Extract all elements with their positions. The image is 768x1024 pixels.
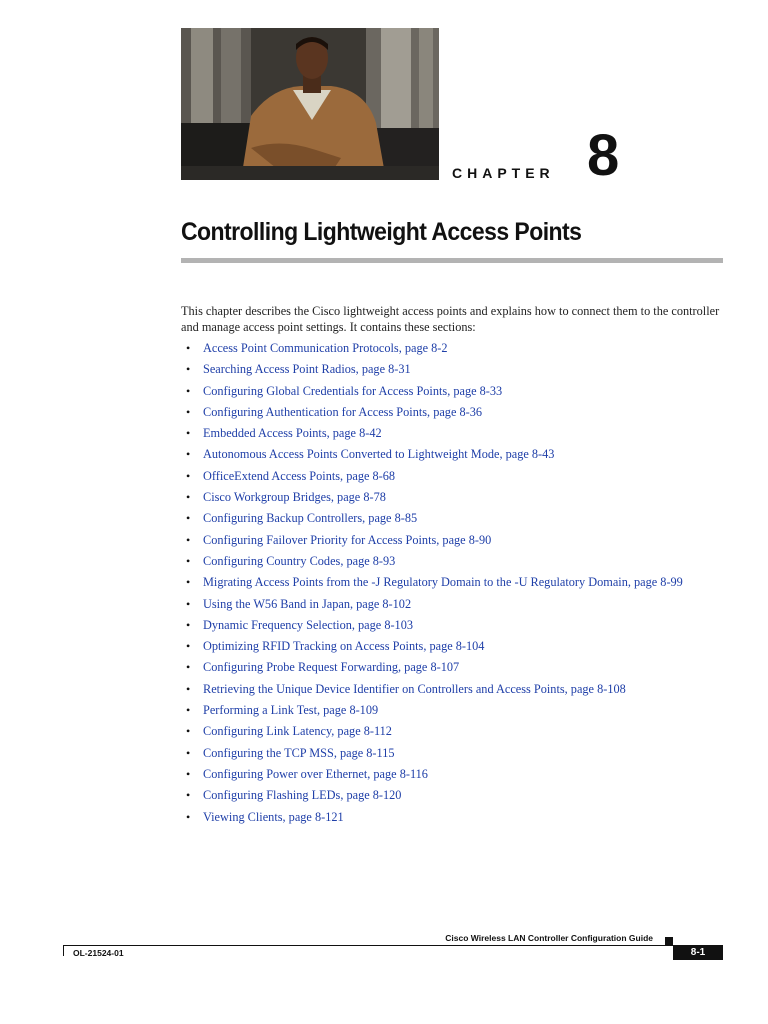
section-link[interactable]: Configuring Global Credentials for Access Points, page 8-33: [203, 383, 503, 398]
bullet-icon: •: [186, 362, 191, 377]
list-item: [181, 702, 741, 723]
section-link[interactable]: Access Point Communication Protocols, page 8-2: [203, 341, 448, 355]
section-link[interactable]: Configuring Backup Controllers, page 8-85: [203, 511, 418, 526]
section-link[interactable]: Configuring Failover Priority for Access Points, page 8-90: [203, 532, 492, 547]
bullet-icon: •: [186, 575, 191, 590]
footer-tick: [63, 945, 64, 956]
chapter-photo: [181, 28, 439, 180]
bullet-icon: •: [186, 511, 191, 526]
list-item: [181, 404, 741, 425]
intro-paragraph: This chapter describes the Cisco lightweight access points and explains how to connect them to the controller and manage access point settings. It contains these sections:: [181, 304, 720, 334]
bullet-icon: •: [186, 809, 191, 824]
list-item: [181, 468, 741, 489]
bullet-icon: •: [186, 788, 191, 803]
list-item: [181, 787, 741, 808]
bullet-icon: •: [186, 426, 191, 441]
section-link[interactable]: OfficeExtend Access Points, page 8-68: [203, 468, 396, 483]
footer-guide-title: Cisco Wireless LAN Controller Configuration Guide: [445, 933, 653, 943]
section-link[interactable]: Configuring the TCP MSS, page 8-115: [203, 745, 395, 760]
bullet-icon: •: [186, 617, 191, 632]
footer-rule: [63, 945, 723, 946]
section-link[interactable]: Configuring Power over Ethernet, page 8-116: [203, 766, 428, 781]
section-link[interactable]: Configuring Flashing LEDs, page 8-120: [203, 788, 402, 803]
list-item: [181, 510, 741, 531]
page-number: 8-1: [673, 946, 723, 960]
title-rule: [181, 258, 723, 263]
list-item: [181, 617, 741, 638]
list-item: [181, 681, 741, 702]
section-link[interactable]: Migrating Access Points from the -J Regulatory Domain to the -U Regulatory Domain, page 8-99: [203, 575, 683, 590]
section-link[interactable]: Configuring Link Latency, page 8-112: [203, 724, 392, 739]
bullet-icon: •: [186, 724, 191, 739]
list-item: [181, 638, 741, 659]
section-link[interactable]: Autonomous Access Points Converted to Lightweight Mode, page 8-43: [203, 447, 555, 462]
list-item: [181, 340, 741, 361]
page-title: Controlling Lightweight Access Points: [181, 218, 582, 246]
section-link[interactable]: Performing a Link Test, page 8-109: [203, 703, 379, 718]
bullet-icon: •: [186, 639, 191, 654]
list-item: [181, 446, 741, 467]
man-portrait-image: [181, 28, 439, 180]
section-link[interactable]: Embedded Access Points, page 8-42: [203, 426, 382, 441]
section-link[interactable]: Configuring Authentication for Access Points, page 8-36: [203, 404, 483, 419]
section-link[interactable]: Cisco Workgroup Bridges, page 8-78: [203, 490, 386, 505]
section-list: [181, 340, 741, 830]
list-item: [181, 596, 741, 617]
footer-doc-id: OL-21524-01: [73, 948, 124, 958]
list-item: [181, 809, 741, 830]
bullet-icon: •: [186, 703, 191, 718]
bullet-icon: •: [186, 596, 191, 611]
chapter-label: CHAPTER: [452, 165, 555, 181]
bullet-icon: •: [186, 490, 191, 505]
bullet-icon: •: [186, 404, 191, 419]
list-item: [181, 723, 741, 744]
bullet-icon: •: [186, 468, 191, 483]
list-item: [181, 361, 741, 382]
list-item: [181, 425, 741, 446]
bullet-icon: •: [186, 553, 191, 568]
list-item: [181, 532, 741, 553]
bullet-icon: •: [186, 383, 191, 398]
section-link[interactable]: Optimizing RFID Tracking on Access Points, page 8-104: [203, 639, 485, 654]
section-link[interactable]: Configuring Probe Request Forwarding, page 8-107: [203, 660, 460, 675]
section-link[interactable]: Configuring Country Codes, page 8-93: [203, 553, 396, 568]
section-link[interactable]: Dynamic Frequency Selection, page 8-103: [203, 617, 414, 632]
list-item: [181, 659, 741, 680]
section-link[interactable]: Searching Access Point Radios, page 8-31: [203, 362, 411, 377]
list-item: [181, 553, 741, 574]
bullet-icon: •: [186, 660, 191, 675]
bullet-icon: •: [186, 681, 191, 696]
bullet-icon: •: [186, 447, 191, 462]
bullet-icon: •: [186, 766, 191, 781]
section-link[interactable]: Using the W56 Band in Japan, page 8-102: [203, 596, 412, 611]
list-item: [181, 745, 741, 766]
footer-marker: [665, 937, 673, 945]
bullet-icon: •: [186, 532, 191, 547]
bullet-icon: •: [186, 745, 191, 760]
list-item: [181, 574, 741, 595]
bullet-icon: •: [186, 341, 191, 355]
section-link[interactable]: Retrieving the Unique Device Identifier on Controllers and Access Points, page 8-108: [203, 681, 626, 696]
chapter-number: 8: [587, 123, 620, 188]
section-link[interactable]: Viewing Clients, page 8-121: [203, 809, 344, 824]
list-item: [181, 489, 741, 510]
list-item: [181, 383, 741, 404]
list-item: [181, 766, 741, 787]
